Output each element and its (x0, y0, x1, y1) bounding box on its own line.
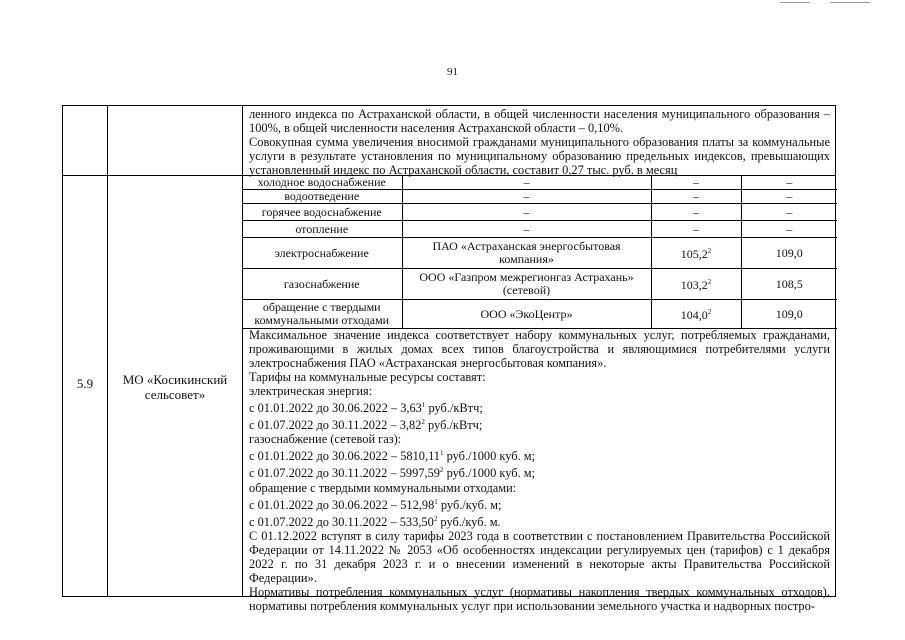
index-value: 104,0 (680, 308, 708, 322)
index-value: 105,2 (680, 247, 708, 261)
service-row (242, 300, 837, 329)
waste-heading: обращение с твердыми коммунальными отходами: (249, 480, 517, 495)
footnote-mark: 2 (707, 247, 712, 255)
service-name: обращение с твердыми коммунальными отходами (242, 300, 402, 329)
service-row (242, 190, 837, 204)
previous-row-paragraph: Совокупная сумма увеличения вносимой гражданами муниципального образования платы за коммунальные услуги в результате установления по муниципальному образованию предельных индексов, превышающих установленный индекс по Астраханской области, составит 0,27 тыс. руб. в месяц (249, 135, 830, 177)
service-provider: ООО «ЭкоЦентр» (402, 300, 651, 329)
service-index: – (651, 190, 741, 204)
service-provider: – (402, 190, 651, 204)
previous-row-paragraph: ленного индекса по Астраханской области, в общей численности населения муниципального образования – 100%, в общей численности населения Астраханской области – 0,10%. (249, 107, 830, 135)
service-name: отопление (242, 221, 402, 238)
footnote-mark: 1 (440, 449, 444, 458)
service-limit: – (741, 176, 837, 190)
electricity-heading: электрическая энергия: (249, 384, 373, 398)
tariff-line: с 01.07.2022 до 30.11.2022 – 5997,59$^2$ руб./1000 куб. м; (249, 466, 536, 481)
description-text (249, 328, 830, 613)
tariff-line: с 01.01.2022 до 30.06.2022 – 5810,11$^1$ руб./1000 куб. м; (249, 449, 536, 464)
service-name: водоотведение (242, 190, 402, 204)
previous-row-text (249, 107, 830, 177)
index-value: 103,2 (680, 278, 708, 292)
footnote-mark: 2 (433, 514, 438, 523)
service-row (242, 269, 837, 300)
service-index: – (651, 221, 741, 238)
services-table (242, 176, 837, 329)
footnote-mark: 1 (421, 401, 426, 409)
service-name: газоснабжение (242, 269, 402, 300)
service-row (242, 204, 837, 221)
footnote-mark: 2 (707, 308, 712, 316)
service-limit: 109,0 (741, 238, 837, 269)
tariff-line: с 01.07.2022 до 30.11.2022 – 533,50$^2$ руб./куб. м. (249, 514, 501, 529)
header-decoration-line (780, 2, 810, 3)
service-name: электроснабжение (242, 238, 402, 269)
service-name: горячее водоснабжение (242, 204, 402, 221)
norms-paragraph: Нормативы потребления коммунальных услуг (нормативы накопления твердых коммунальных отходов), нормативы потребления коммунальных услуг при использовании земельного участка и надворных постро- (249, 584, 830, 613)
footnote-mark: 2 (440, 466, 444, 475)
service-index (651, 300, 741, 329)
service-index: – (651, 204, 741, 221)
municipality-name: МО «Косикинский сельсовет» (122, 372, 228, 402)
column-divider (107, 106, 108, 596)
header-decoration-line (830, 2, 870, 3)
service-limit: – (741, 221, 837, 238)
footnote-mark: 2 (421, 418, 425, 427)
service-limit: 109,0 (741, 300, 837, 329)
footnote-mark: 2 (707, 278, 712, 286)
tariff-line: с 01.01.2022 до 30.06.2022 – 512,98$^1$ руб./куб. м; (249, 497, 502, 512)
service-provider: ООО «Газпром межрегионгаз Астрахань» (сетевой) (402, 269, 651, 300)
service-provider: ПАО «Астраханская энергосбытовая компания» (402, 238, 651, 269)
page-number: 91 (447, 66, 458, 78)
service-row (242, 176, 837, 190)
tariff-table (62, 105, 836, 613)
service-limit: 108,5 (741, 269, 837, 300)
service-provider: – (402, 204, 651, 221)
service-limit: – (741, 190, 837, 204)
intro-paragraph: Максимальное значение индекса соответствует набору коммунальных услуг, потребляемых гражданами, проживающими в жилых домах всех типов благоустройства и являющимися потребителями услуги электроснабжения ПАО «Астраханская энергосбытовая компания». (249, 328, 830, 370)
service-index (651, 269, 741, 300)
tariff-line: с 01.07.2022 до 30.11.2022 – 3,82$^2$ руб./кВтч; (249, 418, 483, 433)
footnote-mark: 1 (434, 497, 438, 506)
service-limit: – (741, 204, 837, 221)
tariffs-heading: Тарифы на коммунальные ресурсы составят: (249, 370, 486, 384)
service-provider: – (402, 221, 651, 238)
service-index: – (651, 176, 741, 190)
service-row (242, 221, 837, 238)
decree-paragraph: С 01.12.2022 вступят в силу тарифы 2023 года в соответствии с постановлением Правительства Российской Федерации от 14.11.2022 № 2053 «Об особенностях индексации регулируемых цен (тарифов) с 1 декабря 2022 г. по 31 декабря 2023 г. и о внесении изменений в некоторые акты Правительства Российской Федерации». (249, 528, 830, 585)
service-row (242, 238, 837, 269)
service-name: холодное водоснабжение (242, 176, 402, 190)
service-index (651, 238, 741, 269)
row-number: 5.9 (76, 376, 94, 391)
service-provider: – (402, 176, 651, 190)
tariff-line: с 01.01.2022 до 30.06.2022 – 3,63$^1$ руб./кВтч; (249, 401, 483, 416)
gas-heading: газоснабжение (сетевой газ): (249, 432, 402, 447)
